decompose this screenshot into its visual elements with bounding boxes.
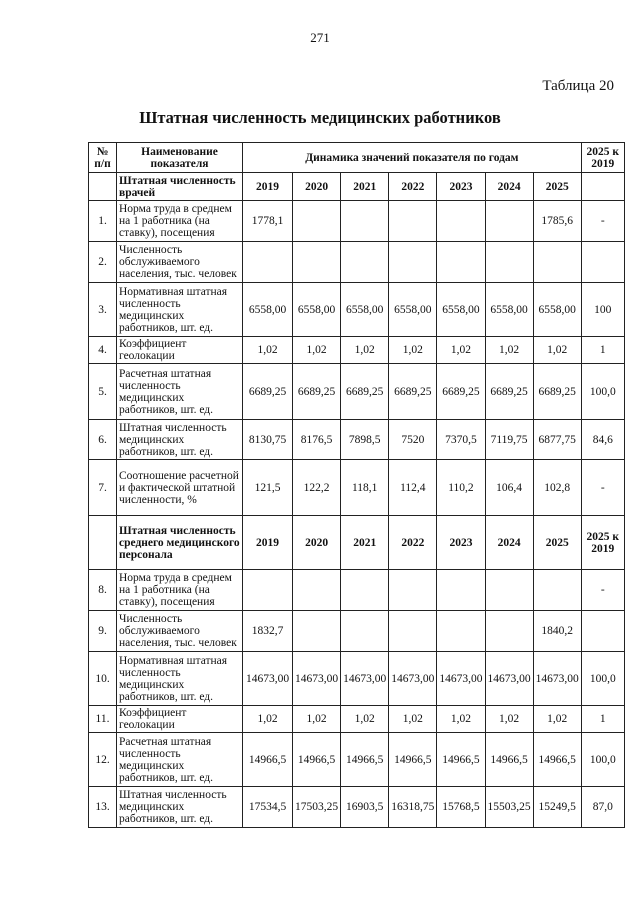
table-row: [89, 420, 625, 460]
value-cell: 1,02: [293, 337, 341, 364]
value-cell: [341, 611, 389, 652]
indicator-name: Коэффициент геолокации: [117, 337, 243, 364]
value-cell: 1,02: [389, 706, 437, 733]
year-header: 2019: [243, 516, 293, 570]
section-ratio-header: [581, 173, 624, 201]
value-cell: [533, 570, 581, 611]
section-title: Штатная численность врачей: [117, 173, 243, 201]
value-cell: [293, 570, 341, 611]
value-cell: [243, 242, 293, 283]
staffing-table: [88, 142, 625, 828]
value-cell: 1,02: [341, 706, 389, 733]
year-header: 2025: [533, 516, 581, 570]
table-row: [89, 460, 625, 516]
row-number: 5.: [89, 364, 117, 420]
value-cell: 1785,6: [533, 201, 581, 242]
indicator-name: Коэффициент геолокации: [117, 706, 243, 733]
indicator-name: Численность обслуживаемого населения, тыс. человек: [117, 242, 243, 283]
table-row: [89, 706, 625, 733]
row-number: 11.: [89, 706, 117, 733]
year-header: 2023: [437, 516, 485, 570]
value-cell: 15249,5: [533, 787, 581, 828]
table-row: [89, 733, 625, 787]
value-cell: [485, 611, 533, 652]
value-cell: 6558,00: [341, 283, 389, 337]
indicator-name: Расчетная штатная численность медицинских работников, шт. ед.: [117, 364, 243, 420]
value-cell: 16318,75: [389, 787, 437, 828]
value-cell: 121,5: [243, 460, 293, 516]
table-row: [89, 570, 625, 611]
section-header-row: [89, 516, 625, 570]
ratio-cell: 100,0: [581, 364, 624, 420]
year-header: 2019: [243, 173, 293, 201]
value-cell: 1,02: [533, 706, 581, 733]
table-row: [89, 364, 625, 420]
value-cell: 8130,75: [243, 420, 293, 460]
header-name: Наименование показателя: [117, 143, 243, 173]
header-row: [89, 143, 625, 173]
row-number: 1.: [89, 201, 117, 242]
value-cell: [293, 242, 341, 283]
table-row: [89, 242, 625, 283]
value-cell: [533, 242, 581, 283]
year-header: 2022: [389, 516, 437, 570]
year-header: 2022: [389, 173, 437, 201]
ratio-cell: -: [581, 201, 624, 242]
row-number: 3.: [89, 283, 117, 337]
ratio-cell: 1: [581, 706, 624, 733]
row-number: 10.: [89, 652, 117, 706]
section-no-cell: [89, 173, 117, 201]
value-cell: 14966,5: [389, 733, 437, 787]
value-cell: 7370,5: [437, 420, 485, 460]
value-cell: 6558,00: [293, 283, 341, 337]
row-number: 7.: [89, 460, 117, 516]
value-cell: 14673,00: [341, 652, 389, 706]
value-cell: [437, 570, 485, 611]
value-cell: [243, 570, 293, 611]
value-cell: 14966,5: [293, 733, 341, 787]
value-cell: 1,02: [437, 337, 485, 364]
value-cell: [341, 242, 389, 283]
section-no-cell: [89, 516, 117, 570]
value-cell: 14673,00: [243, 652, 293, 706]
value-cell: [437, 201, 485, 242]
value-cell: 6689,25: [293, 364, 341, 420]
section-header-row: [89, 173, 625, 201]
value-cell: 1778,1: [243, 201, 293, 242]
table-row: [89, 201, 625, 242]
indicator-name: Нормативная штатная численность медицинских работников, шт. ед.: [117, 652, 243, 706]
value-cell: [389, 242, 437, 283]
value-cell: [389, 570, 437, 611]
ratio-cell: 100,0: [581, 733, 624, 787]
value-cell: 102,8: [533, 460, 581, 516]
value-cell: 1,02: [389, 337, 437, 364]
value-cell: [437, 611, 485, 652]
value-cell: 1,02: [341, 337, 389, 364]
value-cell: 14966,5: [485, 733, 533, 787]
value-cell: 6689,25: [389, 364, 437, 420]
row-number: 4.: [89, 337, 117, 364]
value-cell: 14673,00: [293, 652, 341, 706]
value-cell: 1,02: [437, 706, 485, 733]
header-dynamics: Динамика значений показателя по годам: [243, 143, 582, 173]
value-cell: 7119,75: [485, 420, 533, 460]
value-cell: 6689,25: [533, 364, 581, 420]
value-cell: 1,02: [243, 706, 293, 733]
table-label: Таблица 20: [542, 78, 614, 94]
value-cell: 7520: [389, 420, 437, 460]
value-cell: 6558,00: [533, 283, 581, 337]
ratio-cell: -: [581, 460, 624, 516]
document-title: Штатная численность медицинских работников: [139, 108, 501, 127]
indicator-name: Штатная численность медицинских работников, шт. ед.: [117, 420, 243, 460]
value-cell: 6558,00: [437, 283, 485, 337]
ratio-cell: 100: [581, 283, 624, 337]
value-cell: [341, 201, 389, 242]
row-number: 8.: [89, 570, 117, 611]
value-cell: 118,1: [341, 460, 389, 516]
indicator-name: Норма труда в среднем на 1 работника (на ставку), посещения: [117, 201, 243, 242]
row-number: 9.: [89, 611, 117, 652]
value-cell: [389, 201, 437, 242]
indicator-name: Расчетная штатная численность медицинских работников, шт. ед.: [117, 733, 243, 787]
page-number: 271: [310, 30, 330, 45]
table-row: [89, 283, 625, 337]
value-cell: 14673,00: [437, 652, 485, 706]
value-cell: [341, 570, 389, 611]
value-cell: [485, 201, 533, 242]
value-cell: 17503,25: [293, 787, 341, 828]
row-number: 12.: [89, 733, 117, 787]
value-cell: 7898,5: [341, 420, 389, 460]
value-cell: 6689,25: [437, 364, 485, 420]
value-cell: 6689,25: [341, 364, 389, 420]
value-cell: 15768,5: [437, 787, 485, 828]
ratio-cell: [581, 242, 624, 283]
year-header: 2020: [293, 173, 341, 201]
value-cell: 14673,00: [485, 652, 533, 706]
value-cell: 17534,5: [243, 787, 293, 828]
year-header: 2021: [341, 173, 389, 201]
year-header: 2020: [293, 516, 341, 570]
year-header: 2023: [437, 173, 485, 201]
value-cell: 6558,00: [389, 283, 437, 337]
table-row: [89, 611, 625, 652]
value-cell: 1,02: [485, 337, 533, 364]
table-row: [89, 337, 625, 364]
year-header: 2024: [485, 173, 533, 201]
value-cell: 15503,25: [485, 787, 533, 828]
value-cell: 1,02: [293, 706, 341, 733]
value-cell: 1840,2: [533, 611, 581, 652]
value-cell: 112,4: [389, 460, 437, 516]
value-cell: [485, 242, 533, 283]
value-cell: 6558,00: [485, 283, 533, 337]
indicator-name: Норма труда в среднем на 1 работника (на ставку), посещения: [117, 570, 243, 611]
year-header: 2024: [485, 516, 533, 570]
value-cell: 1832,7: [243, 611, 293, 652]
value-cell: [293, 201, 341, 242]
value-cell: 16903,5: [341, 787, 389, 828]
value-cell: [293, 611, 341, 652]
indicator-name: Штатная численность медицинских работников, шт. ед.: [117, 787, 243, 828]
value-cell: 8176,5: [293, 420, 341, 460]
indicator-name: Соотношение расчетной и фактической штатной численности, %: [117, 460, 243, 516]
value-cell: 6689,25: [243, 364, 293, 420]
value-cell: [485, 570, 533, 611]
value-cell: 6558,00: [243, 283, 293, 337]
value-cell: 1,02: [533, 337, 581, 364]
value-cell: 14966,5: [437, 733, 485, 787]
table-row: [89, 787, 625, 828]
ratio-cell: 87,0: [581, 787, 624, 828]
ratio-cell: [581, 611, 624, 652]
value-cell: 6877,75: [533, 420, 581, 460]
value-cell: 14673,00: [533, 652, 581, 706]
ratio-cell: -: [581, 570, 624, 611]
ratio-cell: 1: [581, 337, 624, 364]
value-cell: 14966,5: [243, 733, 293, 787]
value-cell: 122,2: [293, 460, 341, 516]
indicator-name: Нормативная штатная численность медицинских работников, шт. ед.: [117, 283, 243, 337]
section-ratio-header: 2025 к 2019: [581, 516, 624, 570]
row-number: 6.: [89, 420, 117, 460]
value-cell: 1,02: [243, 337, 293, 364]
table-row: [89, 652, 625, 706]
value-cell: 106,4: [485, 460, 533, 516]
header-ratio: 2025 к 2019: [581, 143, 624, 173]
ratio-cell: 100,0: [581, 652, 624, 706]
row-number: 2.: [89, 242, 117, 283]
header-no: № п/п: [89, 143, 117, 173]
section-title: Штатная численность среднего медицинского персонала: [117, 516, 243, 570]
value-cell: [389, 611, 437, 652]
indicator-name: Численность обслуживаемого населения, тыс. человек: [117, 611, 243, 652]
value-cell: [437, 242, 485, 283]
value-cell: 14966,5: [533, 733, 581, 787]
value-cell: 6689,25: [485, 364, 533, 420]
value-cell: 1,02: [485, 706, 533, 733]
value-cell: 14673,00: [389, 652, 437, 706]
row-number: 13.: [89, 787, 117, 828]
ratio-cell: 84,6: [581, 420, 624, 460]
year-header: 2025: [533, 173, 581, 201]
value-cell: 14966,5: [341, 733, 389, 787]
year-header: 2021: [341, 516, 389, 570]
value-cell: 110,2: [437, 460, 485, 516]
